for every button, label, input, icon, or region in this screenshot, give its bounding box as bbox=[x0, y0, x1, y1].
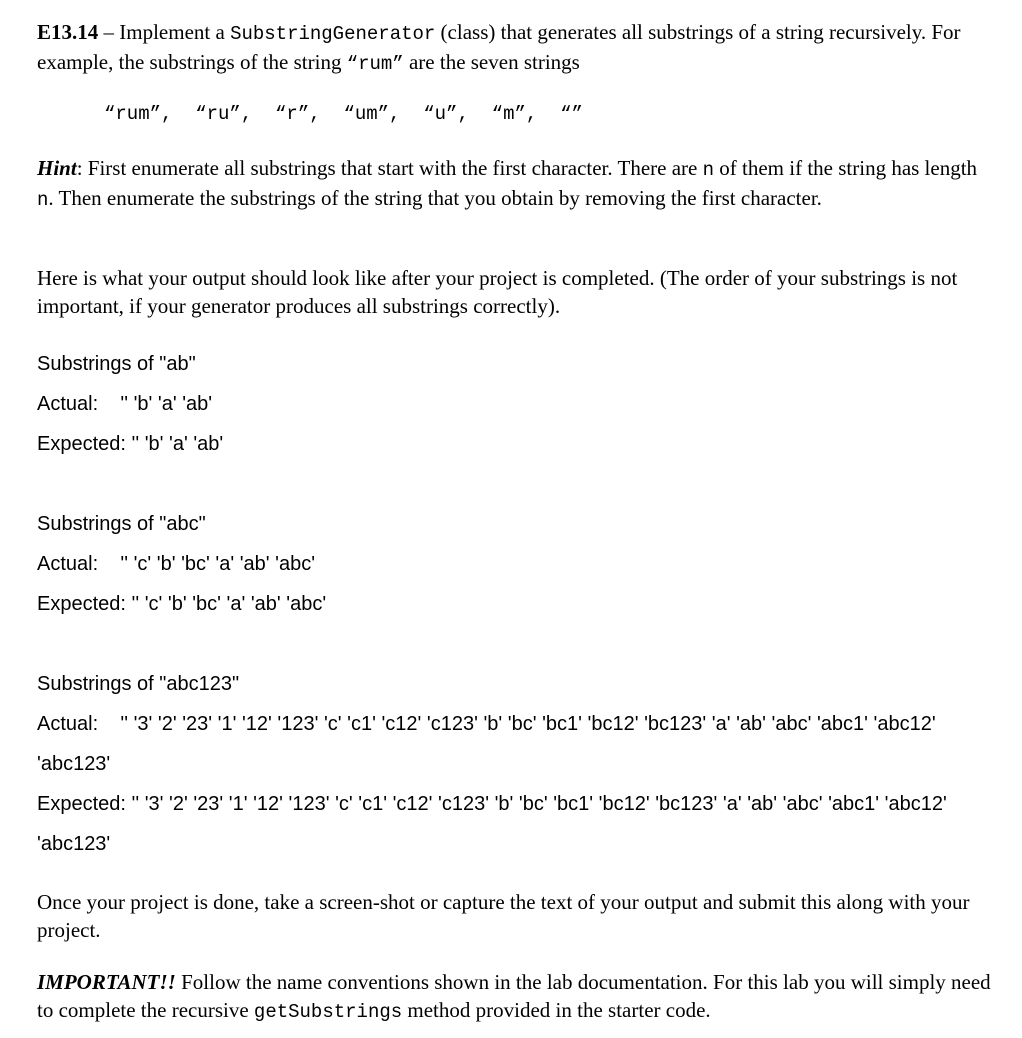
hint-paragraph bbox=[37, 154, 992, 214]
sample-abc123 bbox=[37, 664, 992, 864]
hint-var-n-2: n bbox=[37, 189, 49, 211]
example-string: “rum” bbox=[346, 53, 404, 75]
important-text-2: method provided in the starter code. bbox=[402, 998, 711, 1022]
important-text: Follow the name conventions shown in the lab documentation. For this lab you will simply need to complete the recursive bbox=[37, 970, 991, 1022]
class-name: SubstringGenerator bbox=[230, 23, 436, 45]
problem-id: E13.14 bbox=[37, 20, 99, 44]
problem-text-end: are the seven strings bbox=[403, 50, 580, 74]
problem-text-continued: (class) that generates all substrings of a string recursively. For example, the substrings of the string bbox=[37, 20, 961, 74]
output-intro: Here is what your output should look like after your project is completed. (The order of your substrings is not important, if your generator produces all substrings correctly). bbox=[37, 266, 958, 318]
sample-heading: Substrings of "abc" bbox=[37, 513, 206, 535]
sample-ab bbox=[37, 344, 992, 464]
problem-text: Implement a bbox=[119, 20, 231, 44]
important-label: IMPORTANT!! bbox=[37, 970, 176, 994]
problem-statement bbox=[37, 18, 992, 78]
expected-line: Expected: '' 'c' 'b' 'bc' 'a' 'ab' 'abc' bbox=[37, 593, 327, 615]
actual-line: Actual: '' 'c' 'b' 'bc' 'a' 'ab' 'abc' bbox=[37, 553, 316, 575]
hint-text: : First enumerate all substrings that start with the first character. There are bbox=[76, 156, 703, 180]
actual-line: Actual: '' 'b' 'a' 'ab' bbox=[37, 393, 213, 415]
hint-var-n: n bbox=[702, 159, 715, 181]
problem-dash: – bbox=[98, 20, 120, 44]
sample-heading: Substrings of "abc123" bbox=[37, 673, 240, 695]
sample-heading: Substrings of "ab" bbox=[37, 353, 196, 375]
example-substring-list: “rum”, “ru”, “r”, “um”, “u”, “m”, “” bbox=[104, 103, 583, 125]
hint-label: Hint bbox=[37, 156, 77, 180]
hint-text-2: of them if the string has length bbox=[714, 156, 978, 180]
actual-line: Actual: '' '3' '2' '23' '1' '12' '123' 'c' 'c1' 'c12' 'c123' 'b' 'bc' 'bc1' 'bc12' 'bc123' 'a' 'ab' 'abc' 'abc1' 'abc12' 'abc123' bbox=[37, 713, 942, 775]
submit-note: Once your project is done, take a screen-shot or capture the text of your output and submit this along with your project. bbox=[37, 890, 970, 942]
sample-output bbox=[37, 344, 992, 864]
sample-abc bbox=[37, 504, 992, 624]
expected-line: Expected: '' 'b' 'a' 'ab' bbox=[37, 433, 224, 455]
expected-line: Expected: '' '3' '2' '23' '1' '12' '123' 'c' 'c1' 'c12' 'c123' 'b' 'bc' 'bc1' 'bc12' 'bc123' 'a' 'ab' 'abc' 'abc1' 'abc12' 'abc123' bbox=[37, 793, 953, 855]
important-note bbox=[37, 968, 992, 1026]
method-name: getSubstrings bbox=[253, 1001, 403, 1023]
hint-text-3: . Then enumerate the substrings of the string that you obtain by removing the first character. bbox=[48, 186, 822, 210]
